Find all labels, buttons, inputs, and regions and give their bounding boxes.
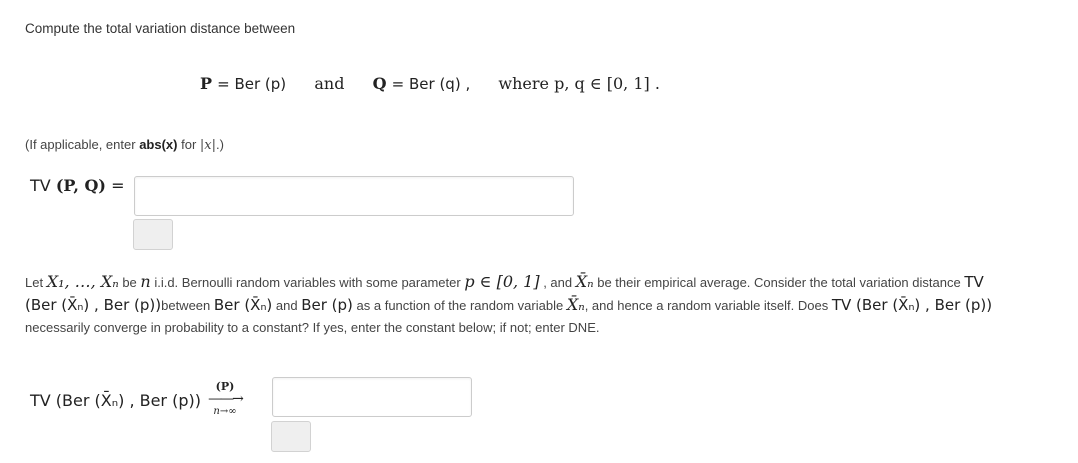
- note-mid: for: [177, 137, 200, 152]
- note-suffix: .): [215, 137, 224, 152]
- q2-text-4: , and: [539, 275, 576, 290]
- q2-math-1: X₁, …, Xₙ: [46, 272, 119, 291]
- arrow-top-label: (P): [215, 380, 235, 393]
- answer1-label: [30, 176, 125, 195]
- q2-text-10: necessarily converge in probability to a constant? If yes, enter the constant below; if not; enter DNE.: [25, 320, 600, 335]
- q2-math-8: X̄ₙ: [566, 295, 585, 314]
- formula-Q-def: = Ber (q) ,: [391, 75, 471, 93]
- answer2-submit-button[interactable]: [271, 421, 311, 452]
- q2-math-7: Ber (p): [301, 296, 353, 314]
- q2-text-2: be: [118, 275, 141, 290]
- note-math: |x|: [199, 138, 216, 153]
- formula-and: and: [314, 74, 345, 93]
- note-prefix: (If applicable, enter: [25, 137, 140, 152]
- answer2-input[interactable]: [272, 377, 472, 417]
- q2-text-1: Let: [25, 275, 47, 290]
- q2-math-2: n: [140, 272, 151, 291]
- arrow-icon: ——→: [208, 391, 242, 407]
- question1-note: [25, 137, 224, 153]
- answer1-label-args: (P, Q): [55, 176, 106, 195]
- arrow-bottom-label: n→∞: [213, 406, 237, 417]
- formula-P: P: [200, 74, 213, 93]
- formula-P-def: = Ber (p): [217, 75, 287, 93]
- q2-text-3: i.i.d. Bernoulli random variables with some parameter: [150, 275, 465, 290]
- answer1-input[interactable]: [134, 176, 574, 216]
- question1-intro: Compute the total variation distance between: [25, 21, 296, 36]
- answer2-label-text: TV (Ber (X̄ₙ) , Ber (p)): [30, 390, 201, 410]
- q2-text-5: be their empirical average. Consider the total variation distance: [593, 275, 965, 290]
- formula-where: where p, q ∈ [0, 1] .: [498, 74, 660, 93]
- q2-math-9: TV (Ber (X̄ₙ) , Ber (p)): [831, 296, 993, 314]
- answer1-submit-button[interactable]: [133, 219, 173, 250]
- note-bold: abs(x): [139, 137, 178, 152]
- q2-text-6: between: [161, 298, 214, 313]
- q2-math-3: p ∈ [0, 1]: [464, 272, 540, 291]
- answer2-label: [30, 375, 245, 425]
- q2-math-6: Ber (X̄ₙ): [213, 296, 273, 314]
- q2-math-5: TV (Ber (X̄ₙ) , Ber (p)): [25, 273, 984, 314]
- q2-math-4: X̄ₙ: [575, 272, 594, 291]
- q2-text-8: as a function of the random variable: [352, 298, 567, 313]
- convergence-arrow: [205, 381, 245, 419]
- answer1-label-tv: TV: [30, 176, 51, 195]
- question2-text: [25, 271, 1010, 339]
- question1-formula: [200, 74, 660, 93]
- answer1-label-eq: =: [111, 176, 125, 195]
- q2-text-7: and: [272, 298, 302, 313]
- formula-Q: Q: [372, 74, 387, 93]
- q2-text-9: , and hence a random variable itself. Does: [584, 298, 832, 313]
